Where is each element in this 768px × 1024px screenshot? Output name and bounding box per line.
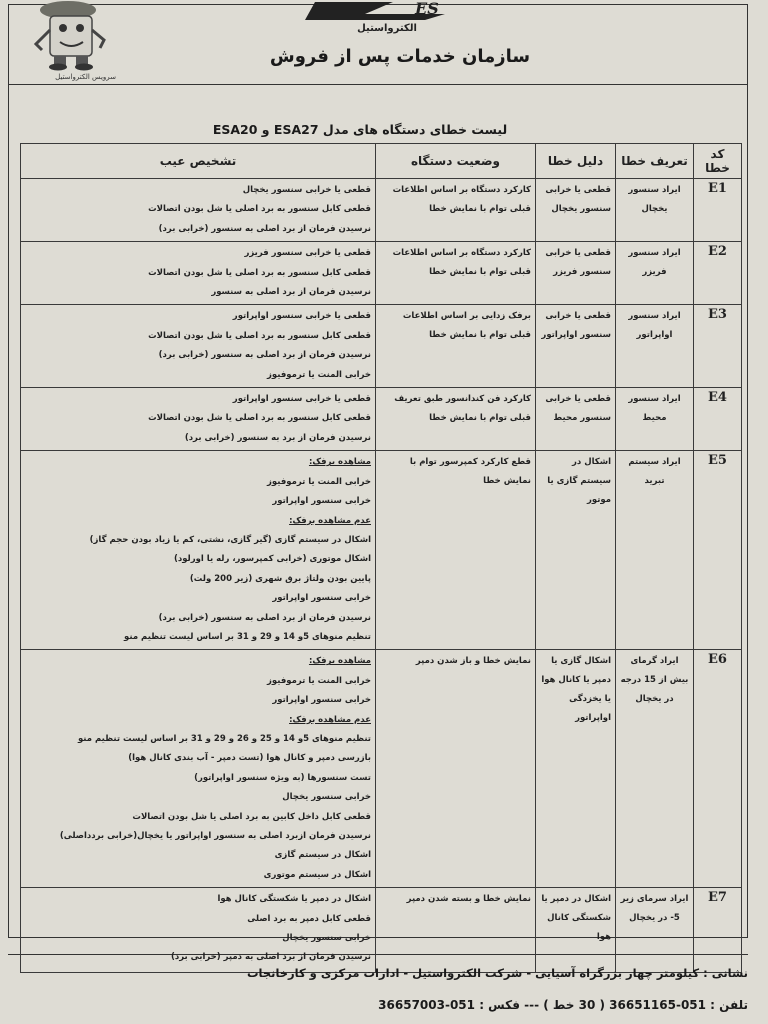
diagnosis-list <box>21 451 376 650</box>
diagnosis-item: نرسیدن فرمان از برد اصلی به سنسور <box>211 287 371 298</box>
diagnosis-item: قطعی کابل سنسور به برد اصلی یا شل بودن اتصالات <box>148 204 371 215</box>
error-cause: قطعی یا خرابی سنسور فریزر <box>536 242 616 305</box>
error-definition: ایراد سنسور محیط <box>616 388 694 451</box>
company-phone: تلفن : 051-36651165 ( 30 خط ) --- فکس : 051-36657003 <box>378 998 748 1012</box>
error-cause: قطعی یا خرابی سنسور اواپراتور <box>536 305 616 388</box>
error-code-table <box>20 143 742 973</box>
diagnosis-list <box>21 650 376 888</box>
table-header-row <box>21 144 742 179</box>
service-logo <box>30 0 122 82</box>
error-definition: ایراد سنسور یخچال <box>616 179 694 242</box>
diagnosis-item: خرابی المنت یا ترموفیوز <box>267 476 371 487</box>
error-definition: ایراد سیستم تبرید <box>616 451 694 650</box>
device-state: کارکرد فن کندانسور طبق تعریف قبلی توام با نمایش خطا <box>376 388 536 451</box>
diagnosis-heading: مشاهده برفک: <box>308 656 371 667</box>
error-row-e6 <box>21 650 742 888</box>
error-row-e5 <box>21 451 742 650</box>
error-definition: ایراد سرمای زیر 5- در یخچال <box>616 888 694 973</box>
device-state: نمایش خطا و بسته شدن دمپر <box>376 888 536 973</box>
error-row-e4 <box>21 388 742 451</box>
diagnosis-item: قطعی کابل سنسور به برد اصلی یا شل بودن اتصالات <box>148 330 371 341</box>
header-divider <box>8 84 748 85</box>
error-cause: قطعی یا خرابی سنسور محیط <box>536 388 616 451</box>
diagnosis-list <box>21 179 376 242</box>
diagnosis-item: قطعی یا خرابی سنسور یخچال <box>242 185 371 195</box>
error-code: E1 <box>694 179 742 242</box>
diagnosis-heading: عدم مشاهده برفک: <box>289 714 371 725</box>
diagnosis-item: خرابی سنسور اواپراتور <box>272 593 371 604</box>
device-state: نمایش خطا و باز شدن دمپر <box>376 650 536 888</box>
header-cause: دلیل خطا <box>536 144 616 179</box>
diagnosis-item: اشکال موتوری (خرابی کمپرسور، رله یا اورلود) <box>173 554 371 565</box>
error-definition: ایراد سنسور اواپراتور <box>616 305 694 388</box>
diagnosis-heading: عدم مشاهده برفک: <box>289 515 371 526</box>
diagnosis-item: خرابی المنت یا ترموفیوز <box>267 675 371 686</box>
header-state: وضعیت دستگاه <box>376 144 536 179</box>
svg-text:الکترواستیل: الکترواستیل <box>357 23 417 34</box>
diagnosis-item: اشکال در سیستم گازی (گیر گازی، نشتی، کم یا زیاد بودن حجم گاز) <box>89 534 371 545</box>
error-row-e3 <box>21 305 742 388</box>
error-row-e2 <box>21 242 742 305</box>
diagnosis-item: قطعی کابل دمپر به برد اصلی <box>247 913 371 924</box>
diagnosis-list <box>21 888 376 973</box>
diagnosis-list <box>21 305 376 388</box>
diagnosis-list <box>21 388 376 451</box>
diagnosis-item: نرسیدن فرمان از برد به سنسور (خرابی برد) <box>184 432 371 443</box>
diagnosis-item: تنظیم منوهای 5و 14 و 29 و 31 بر اساس لیست تنظیم منو <box>124 631 371 642</box>
diagnosis-item: نرسیدن فرمان از برد اصلی به سنسور (خرابی برد) <box>158 350 371 361</box>
diagnosis-item: تست سنسورها (به ویژه سنسور اواپراتور) <box>194 772 371 783</box>
error-code: E2 <box>694 242 742 305</box>
error-cause: اشکال در سیستم گازی یا موتور <box>536 451 616 650</box>
mascot-icon <box>30 0 122 82</box>
organization-title: سازمان خدمات پس از فروش <box>269 46 531 67</box>
diagnosis-item: اشکال در سیستم گازی <box>274 850 371 861</box>
error-code: E6 <box>694 650 742 888</box>
diagnosis-item: تنظیم منوهای 5و 14 و 25 و 26 و 29 و 31 بر اساس لیست تنظیم منو <box>77 733 371 744</box>
electrosteel-logo-icon <box>295 0 485 34</box>
error-code: E4 <box>694 388 742 451</box>
diagnosis-item: قطعی کابل سنسور به برد اصلی یا شل بودن اتصالات <box>148 413 371 424</box>
error-cause: قطعی یا خرابی سنسور یخچال <box>536 179 616 242</box>
error-row-e7 <box>21 888 742 973</box>
diagnosis-item: قطعی کابل سنسور به برد اصلی یا شل بودن اتصالات <box>148 267 371 278</box>
error-code: E5 <box>694 451 742 650</box>
header-definition: تعریف خطا <box>616 144 694 179</box>
diagnosis-item: خرابی سنسور یخچال <box>282 933 371 944</box>
diagnosis-item: خرابی سنسور اواپراتور <box>272 695 371 706</box>
diagnosis-item: نرسیدن فرمان از برد اصلی به دمپر (خرابی برد) <box>170 952 371 963</box>
device-state: کارکرد دستگاه بر اساس اطلاعات قبلی توام با نمایش خطا <box>376 242 536 305</box>
device-state: قطع کارکرد کمپرسور توام با نمایش خطا <box>376 451 536 650</box>
error-definition: ایراد گرمای بیش از 15 درجه در یخچال <box>616 650 694 888</box>
diagnosis-heading: مشاهده برفک: <box>308 457 371 468</box>
error-row-e1 <box>21 179 742 242</box>
error-cause: اشکال گازی یا دمپر یا کانال هوا یا یخزدگی اواپراتور <box>536 650 616 888</box>
diagnosis-item: نرسیدن فرمان از برد اصلی به سنسور (خرابی برد) <box>158 223 371 234</box>
device-state: کارکرد دستگاه بر اساس اطلاعات قبلی توام با نمایش خطا <box>376 179 536 242</box>
diagnosis-item: خرابی سنسور اواپراتور <box>272 496 371 507</box>
diagnosis-item: بازرسی دمپر و کانال هوا (تست دمپر - آب بندی کانال هوا) <box>128 753 371 764</box>
svg-text:سرویس الکترواستیل: سرویس الکترواستیل <box>55 73 116 81</box>
diagnosis-item: اشکال در سیستم موتوری <box>263 869 371 880</box>
header-code: کد خطا <box>694 144 742 179</box>
error-definition: ایراد سنسور فریزر <box>616 242 694 305</box>
diagnosis-item: خرابی المنت یا ترموفیوز <box>267 369 371 380</box>
error-code: E3 <box>694 305 742 388</box>
diagnosis-item: قطعی یا خرابی سنسور اواپراتور <box>232 394 371 405</box>
diagnosis-item: اشکال در دمپر یا شکستگی کانال هوا <box>217 894 371 905</box>
diagnosis-item: پایین بودن ولتاژ برق شهری (زیر 200 ولت) <box>189 573 371 584</box>
diagnosis-item: قطعی یا خرابی سنسور فریزر <box>244 248 371 259</box>
error-cause: اشکال در دمپر یا شکستگی کانال هوا <box>536 888 616 973</box>
diagnosis-item: قطعی کابل داخل کابین به برد اصلی یا شل بودن اتصالات <box>132 811 371 822</box>
company-address: نشانی : کیلومتر چهار بزرگراه آسیایی - شرکت الکترواستیل - ادارات مرکزی و کارخانجات <box>246 966 748 980</box>
svg-text:ES: ES <box>415 0 439 18</box>
diagnosis-item: قطعی یا خرابی سنسور اواپراتور <box>232 311 371 322</box>
device-state: برفک زدایی بر اساس اطلاعات قبلی توام با نمایش خطا <box>376 305 536 388</box>
diagnosis-item: نرسیدن فرمان از برد اصلی به سنسور (خرابی برد) <box>158 612 371 623</box>
table-title: لیست خطای دستگاه های مدل ESA27 و ESA20 <box>212 122 508 137</box>
header-diagnosis: تشخیص عیب <box>21 144 376 179</box>
diagnosis-item: خرابی سنسور یخچال <box>282 792 371 803</box>
error-code: E7 <box>694 888 742 973</box>
brand-logo <box>295 0 485 34</box>
diagnosis-item: نرسیدن فرمان ازبرد اصلی به سنسور اواپراتور یا یخچال(خرابی بردداصلی) <box>59 831 371 841</box>
diagnosis-list <box>21 242 376 305</box>
